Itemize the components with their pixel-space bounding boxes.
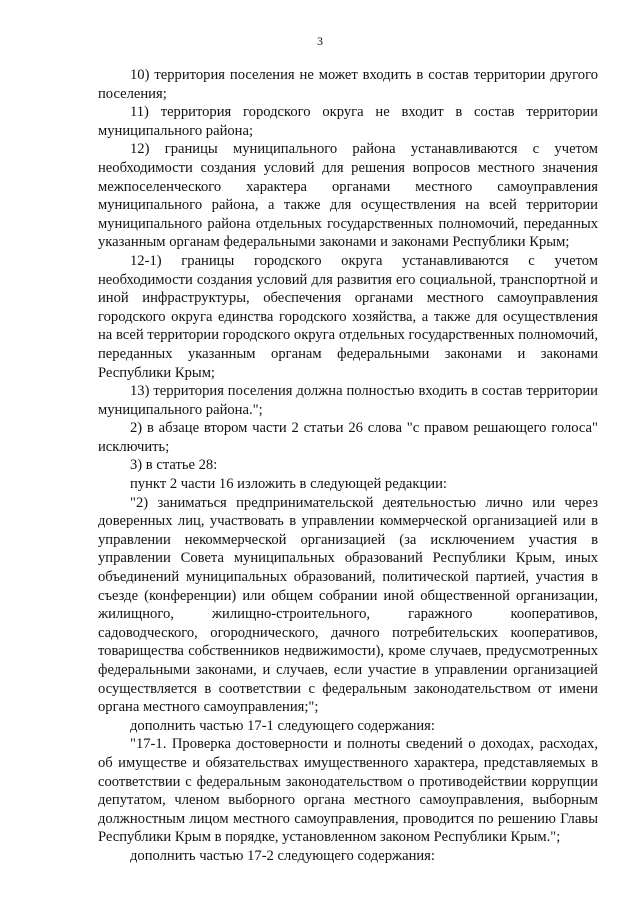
paragraph-part-17-2-intro: дополнить частью 17-2 следующего содержания: xyxy=(130,847,435,864)
paragraph-point-2-text: "2) заниматься предпринимательской деятельностью лично или через доверенных лиц, участвовать в управлении коммерческой организацией или в управлении некоммерческой организацией (за исключением участия в управлении Совета муниципальных образований Республики Крым, иных объединений муниципальных образований, политической партией, участия в съезде (конференции) или общем собрании иной общественной организации, жилищного, жилищно-строительного, гаражного кооперативов, садоводческого, огороднического, дачного потребительских кооперативов, товарищества собственников недвижимости), кроме случаев, предусмотренных федеральными законами, и случаев, если участие в управлении организацией осуществляется в соответствии с федеральным законодательством от имени органа местного самоуправления;"; xyxy=(98,494,598,716)
paragraph-item-12: 12) границы муниципального района устанавливаются с учетом необходимости создания условий для решения вопросов местного значения межпоселенческого характера органами местного самоуправления муниципального района, а также для осуществления на всей территории муниципального района отдельных государственных полномочий, переданных указанным органам федеральными законами и законами Республики Крым; xyxy=(98,141,598,251)
page-number: 3 xyxy=(317,34,323,48)
paragraph-point-2-intro: пункт 2 части 16 изложить в следующей редакции: xyxy=(130,476,447,493)
paragraph-amendment-2: 2) в абзаце втором части 2 статьи 26 слова "с правом решающего голоса" исключить; xyxy=(98,420,598,455)
paragraph-amendment-3: 3) в статье 28: xyxy=(130,457,218,474)
paragraph-item-12-1: 12-1) границы городского округа устанавливаются с учетом необходимости создания условий для развития его социальной, транспортной и иной инфраструктуры, обеспечения органами местного самоуправления городского округа единства городского хозяйства, а также для осуществления на всей территории городского округа отдельных государственных полномочий, переданных указанным органам федеральными законами и законами Республики Крым; xyxy=(98,252,598,381)
paragraph-part-17-1-intro: дополнить частью 17-1 следующего содержания: xyxy=(130,717,435,734)
paragraph-item-13: 13) территория поселения должна полностью входить в состав территории муниципального района."; xyxy=(98,383,598,418)
paragraph-item-11: 11) территория городского округа не входит в состав территории муниципального района; xyxy=(98,104,598,139)
paragraph-part-17-1-text: "17-1. Проверка достоверности и полноты сведений о доходах, расходах, об имуществе и обязательствах имущественного характера, представляемых в соответствии с федеральным законодательством о противодействии коррупции депутатом, членом выборного органа местного самоуправления, выборным должностным лицом местного самоуправления, проводится по решению Главы Республики Крым в порядке, установленном законом Республики Крым."; xyxy=(98,736,598,846)
paragraph-item-10: 10) территория поселения не может входить в состав территории другого поселения; xyxy=(98,67,598,102)
document-body xyxy=(98,66,598,866)
